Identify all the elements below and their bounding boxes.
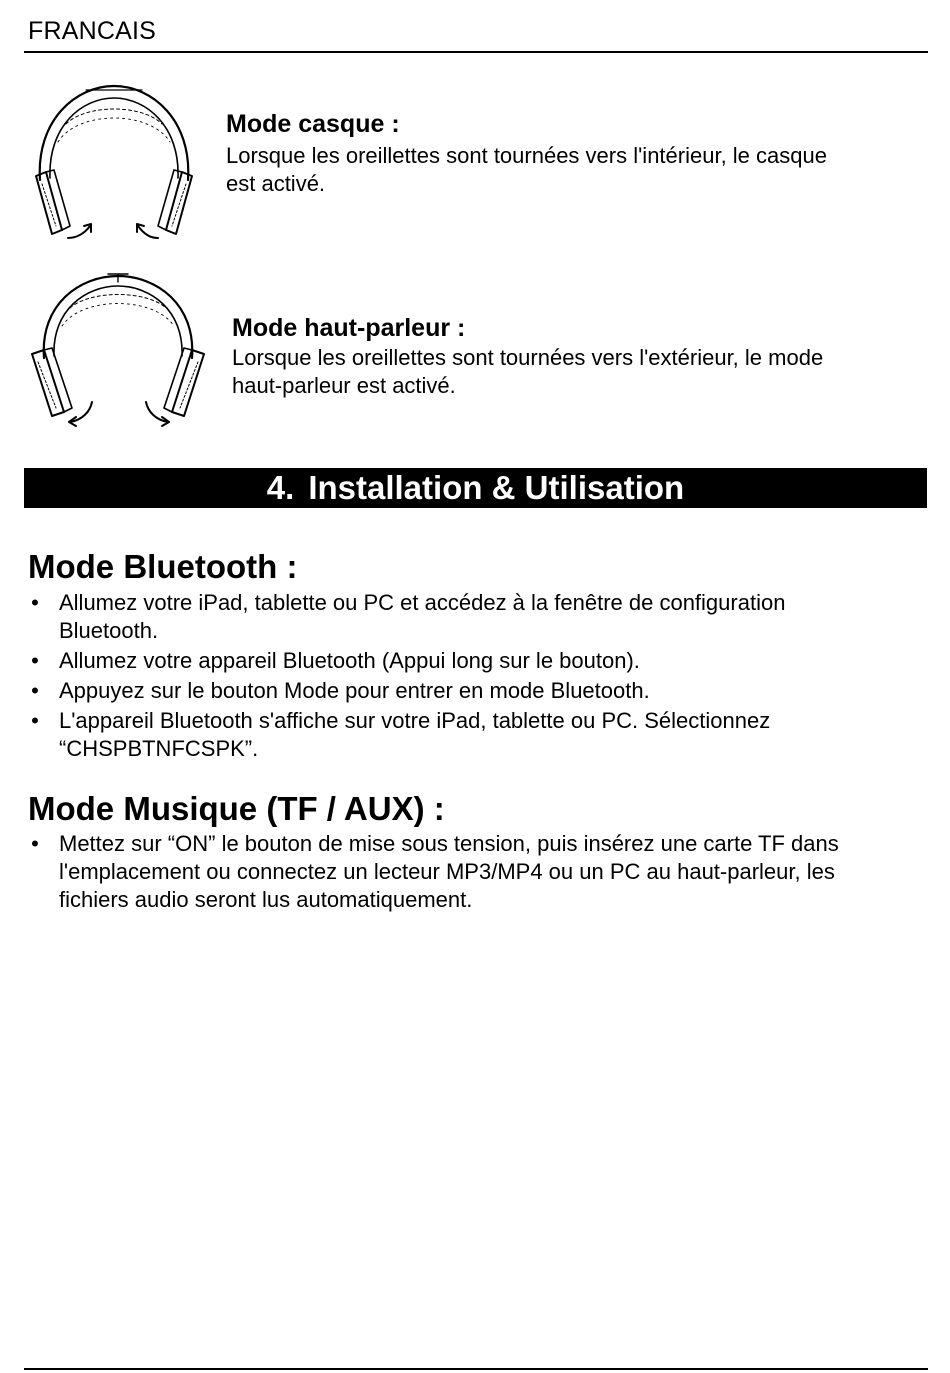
music-mode-title: Mode Musique (TF / AUX) : [28, 790, 445, 827]
headphones-outward-icon [26, 270, 210, 436]
mode-casque-text-line-1: Lorsque les oreillettes sont tournées vers l'intérieur, le casque [226, 143, 827, 168]
bluetooth-steps-list [28, 589, 923, 765]
list-item-text: Mettez sur “ON” le bouton de mise sous tension, puis insérez une carte TF dans [59, 831, 839, 856]
bullet-icon: • [31, 708, 39, 733]
music-steps-list [28, 830, 923, 916]
list-item-text-continued: “CHSPBTNFCSPK”. [59, 736, 259, 761]
section-header-bar [24, 468, 927, 508]
mode-casque-title: Mode casque : [226, 110, 400, 138]
footer-divider [24, 1368, 928, 1370]
header-divider [24, 51, 928, 53]
bullet-icon: • [31, 831, 39, 856]
section-title: Installation & Utilisation [308, 469, 685, 506]
list-item-text: Appuyez sur le bouton Mode pour entrer en mode Bluetooth. [59, 678, 650, 703]
list-item-text: L'appareil Bluetooth s'affiche sur votre iPad, tablette ou PC. Sélectionnez [59, 708, 771, 733]
list-item [28, 830, 923, 914]
list-item [28, 589, 923, 645]
mode-casque-text-line-2: est activé. [226, 171, 326, 196]
list-item-text-continued: fichiers audio seront lus automatiquement. [59, 887, 473, 912]
list-item [28, 707, 923, 763]
bluetooth-mode-title: Mode Bluetooth : [28, 548, 298, 585]
mode-haut-parleur-text-line-1: Lorsque les oreillettes sont tournées vers l'extérieur, le mode [232, 345, 824, 370]
list-item-text-continued: Bluetooth. [59, 618, 159, 643]
list-item [28, 677, 923, 705]
mode-haut-parleur-block [232, 313, 922, 400]
bullet-icon: • [31, 590, 39, 615]
list-item-text: Allumez votre appareil Bluetooth (Appui long sur le bouton). [59, 648, 640, 673]
list-item [28, 647, 923, 675]
list-item-text-continued: l'emplacement ou connectez un lecteur MP3/MP4 ou un PC au haut-parleur, les [59, 859, 835, 884]
bullet-icon: • [31, 648, 39, 673]
bullet-icon: • [31, 678, 39, 703]
language-header: FRANCAIS [28, 17, 157, 45]
headphones-inward-icon [26, 80, 202, 250]
section-number: 4. [266, 469, 295, 506]
mode-haut-parleur-text-line-2: haut-parleur est activé. [232, 373, 456, 398]
list-item-text: Allumez votre iPad, tablette ou PC et accédez à la fenêtre de configuration [59, 590, 786, 615]
mode-casque-block [226, 109, 916, 198]
mode-haut-parleur-title: Mode haut-parleur : [232, 314, 466, 342]
